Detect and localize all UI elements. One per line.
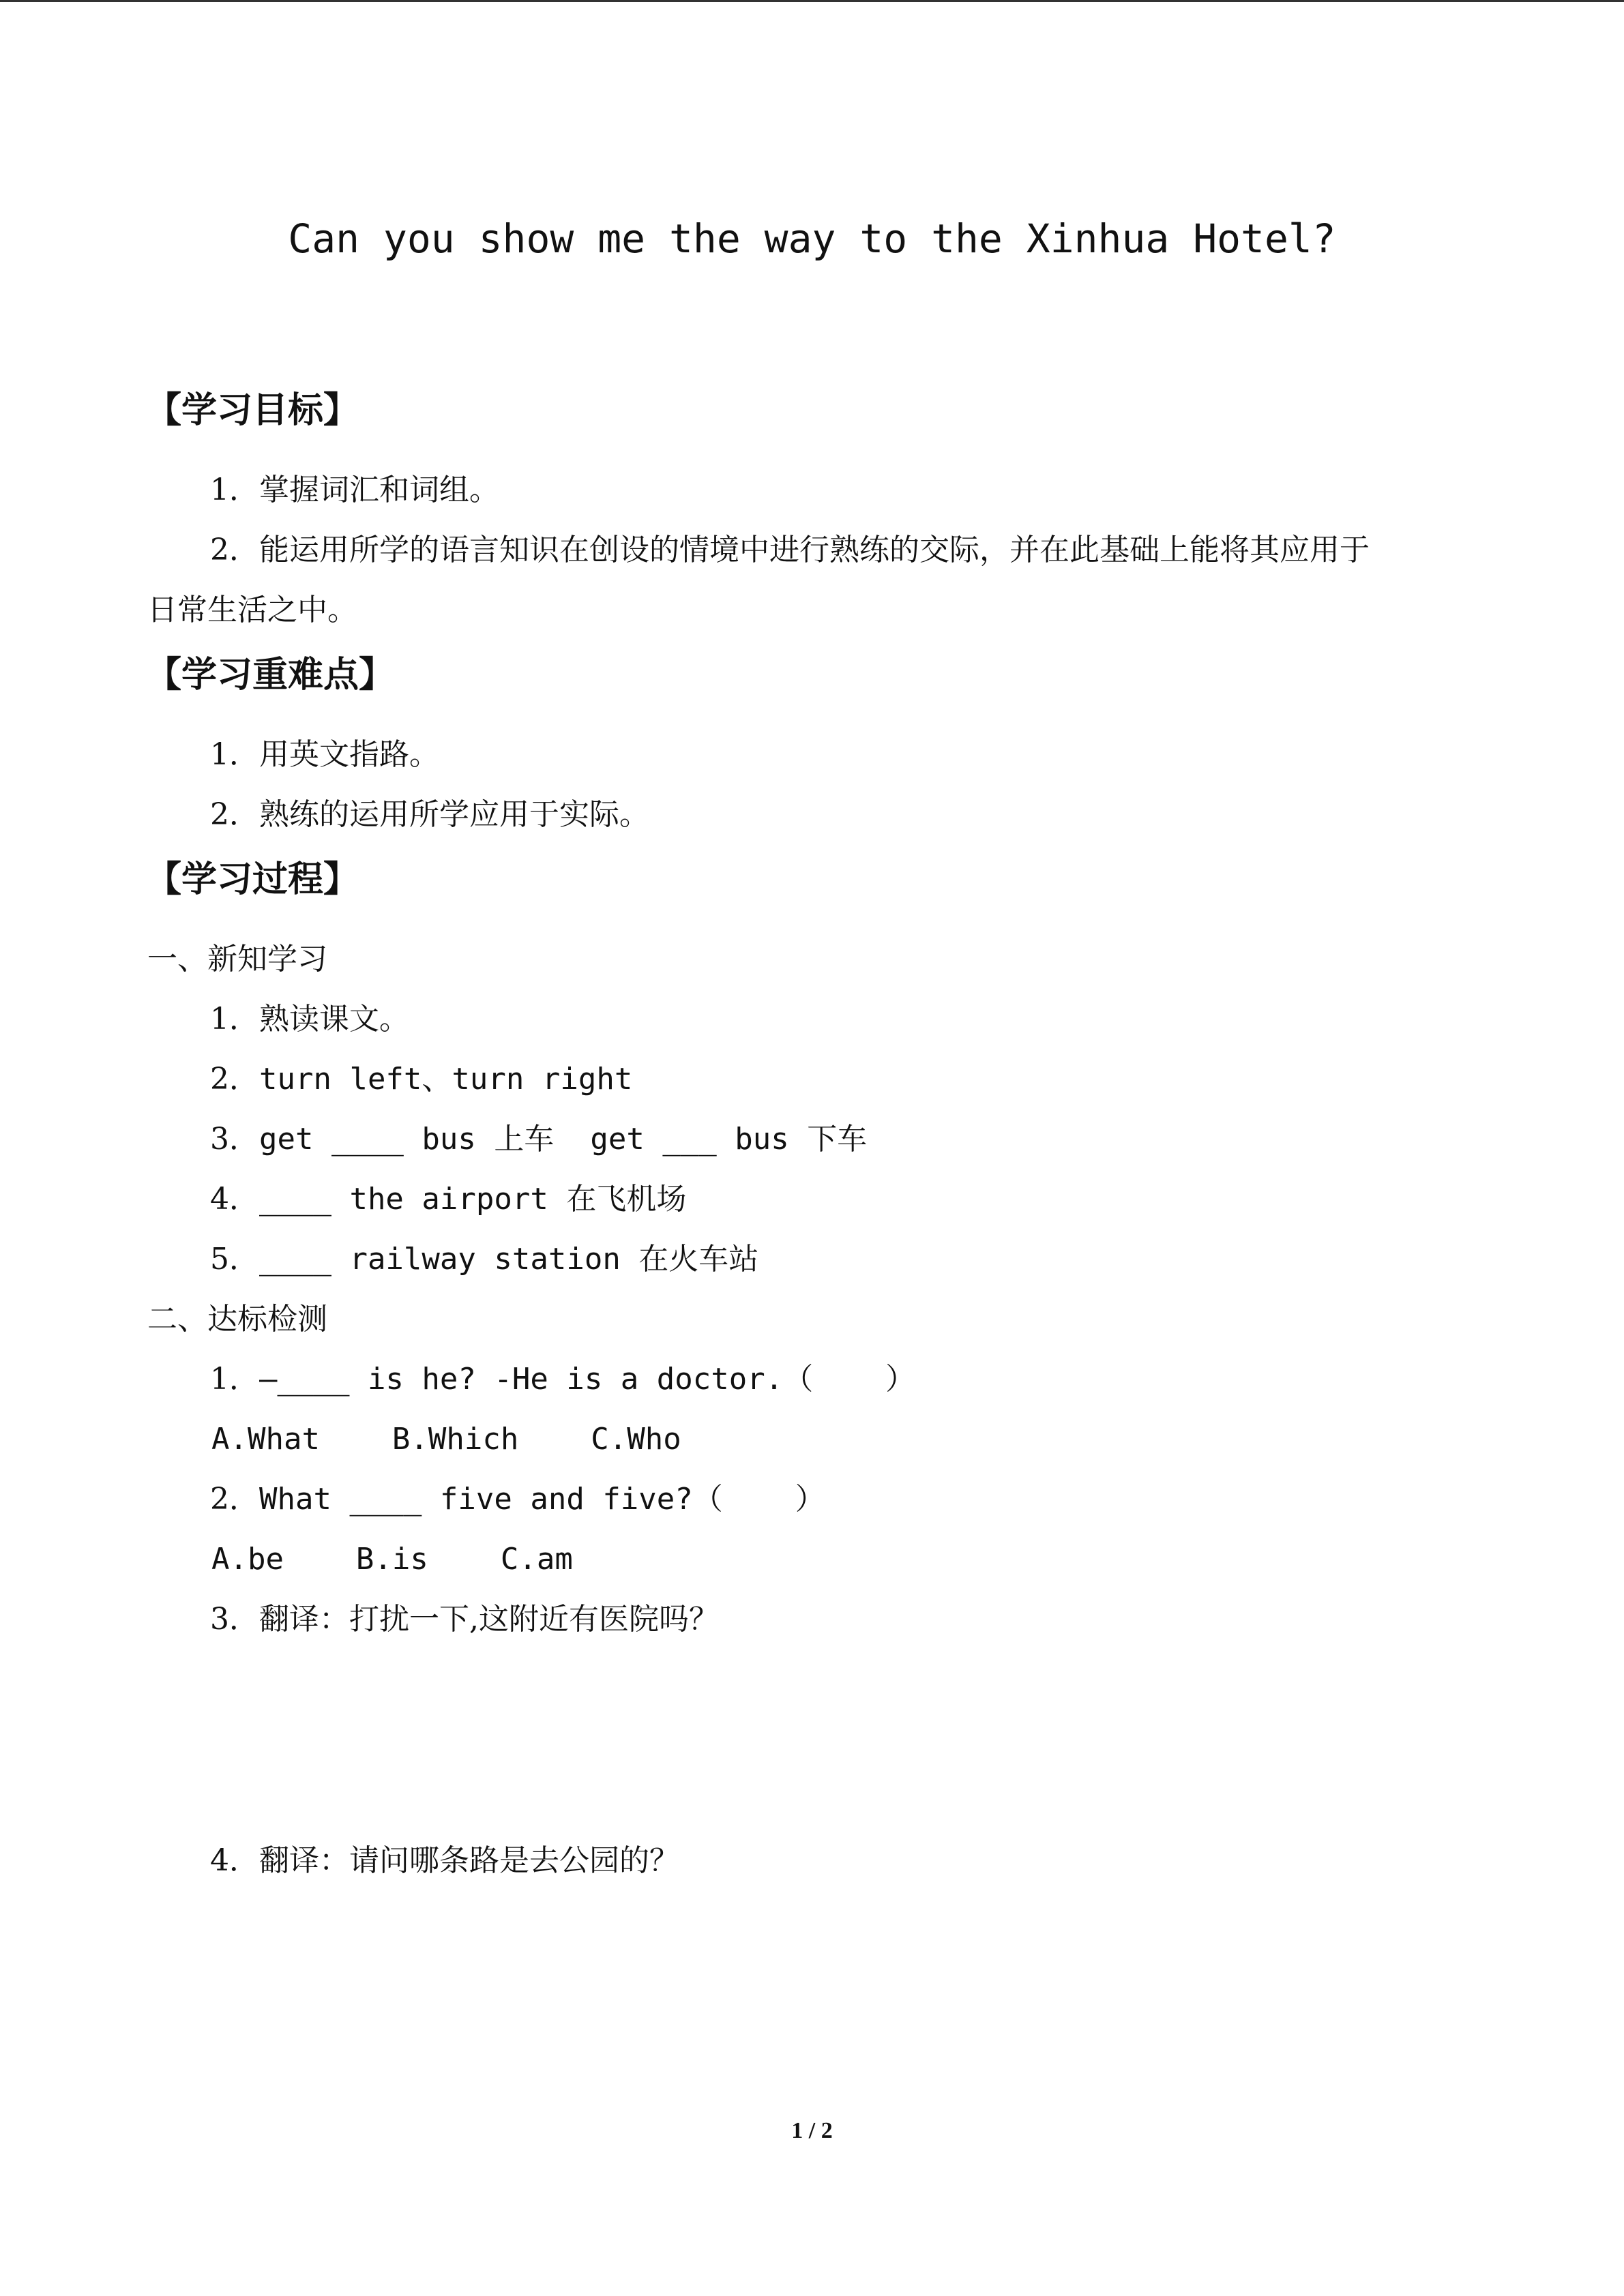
- part1-item-2: [210, 1056, 632, 1103]
- key-point-item-1-number: 1．: [210, 737, 259, 772]
- goal-item-2-continuation: 日常生活之中。: [147, 593, 357, 627]
- part1-item-3: [210, 1116, 867, 1163]
- question-4-number: 4．: [210, 1843, 259, 1878]
- part1-item-4-text: ____ the airport 在飞机场: [259, 1182, 687, 1217]
- question-2: [210, 1476, 825, 1523]
- part1-item-1-number: 1．: [210, 1002, 259, 1037]
- question-3-number: 3．: [210, 1602, 259, 1637]
- key-point-item-2-text: 熟练的运用所学应用于实际。: [259, 797, 649, 832]
- part2-label: 二、达标检测: [147, 1302, 327, 1337]
- key-point-item-2-number: 2．: [210, 797, 259, 832]
- part1-item-1: [210, 996, 409, 1043]
- goal-item-2-number: 2．: [210, 533, 259, 567]
- part1-item-2-number: 2．: [210, 1062, 259, 1097]
- question-2-number: 2．: [210, 1482, 259, 1517]
- question-1-options: A.What B.Which C.Who: [211, 1422, 681, 1457]
- goal-item-2-text: 能运用所学的语言知识在创设的情境中进行熟练的交际，并在此基础上能将其应用于: [259, 533, 1370, 567]
- document-title: Can you show me the way to the Xinhua Hotel?: [288, 215, 1336, 262]
- goal-item-1-text: 掌握词汇和词组。: [259, 473, 499, 507]
- heading-learning-process: 【学习过程】: [146, 859, 359, 900]
- part1-item-4-number: 4．: [210, 1182, 259, 1217]
- question-2-options: A.be B.is C.am: [211, 1542, 573, 1577]
- part1-label: 一、新知学习: [147, 942, 327, 976]
- part1-item-3-text: get ____ bus 上车 get ___ bus 下车: [259, 1122, 868, 1157]
- question-3-text: 翻译：打扰一下,这附近有医院吗？: [259, 1602, 719, 1637]
- question-1: [210, 1356, 915, 1403]
- question-1-text: —____ is he? -He is a doctor.（ ）: [259, 1362, 916, 1397]
- part1-item-5-text: ____ railway station 在火车站: [259, 1242, 759, 1277]
- goal-item-2: [210, 526, 1370, 574]
- page-top-border: [0, 0, 1624, 2]
- question-4-text: 翻译：请问哪条路是去公园的？: [259, 1843, 679, 1878]
- part1-item-3-number: 3．: [210, 1122, 259, 1157]
- question-3: [210, 1596, 719, 1643]
- part1-item-4: [210, 1176, 686, 1223]
- heading-learning-goals: 【学习目标】: [146, 390, 359, 431]
- part1-item-2-text: turn left、turn right: [259, 1062, 633, 1097]
- key-point-item-1: [210, 731, 439, 779]
- question-1-number: 1．: [210, 1362, 259, 1397]
- key-point-item-1-text: 用英文指路。: [259, 737, 439, 772]
- part1-item-5: [210, 1236, 758, 1283]
- heading-key-points: 【学习重难点】: [146, 655, 395, 696]
- question-4: [210, 1837, 679, 1885]
- goal-item-1-number: 1．: [210, 473, 259, 507]
- part1-item-5-number: 5．: [210, 1242, 259, 1277]
- question-2-text: What ____ five and five?（ ）: [259, 1482, 825, 1517]
- part1-item-1-text: 熟读课文。: [259, 1002, 409, 1037]
- page-number: 1 / 2: [791, 2118, 833, 2143]
- key-point-item-2: [210, 791, 649, 839]
- goal-item-1: [210, 466, 499, 514]
